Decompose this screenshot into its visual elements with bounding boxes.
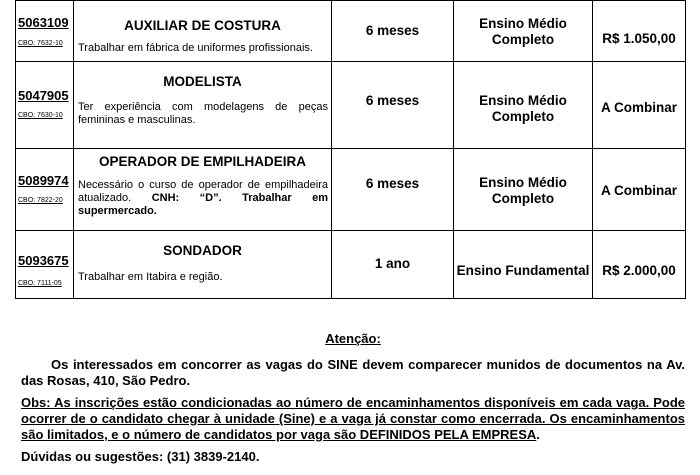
job-code: 5063109 [18, 15, 69, 30]
job-title-cell [74, 1, 332, 62]
table-row [16, 62, 686, 149]
job-salary-cell [593, 1, 686, 62]
job-education-cell [454, 62, 593, 149]
job-code-cell [16, 149, 74, 231]
job-education-cell [454, 231, 593, 299]
job-description: Necessário o curso de operador de empilhadeira atualizado. CNH: “D”. Trabalhar em supermercado. [78, 179, 328, 217]
job-description: Ter experiência com modelagens de peças femininas e masculinas. [78, 101, 328, 126]
job-title: SONDADOR [163, 243, 242, 258]
job-cbo: CBO: 7632-10 [18, 40, 63, 47]
notice-heading: Atenção: [325, 331, 381, 346]
job-code-cell [16, 62, 74, 149]
notice-section [21, 331, 685, 465]
notice-paragraph-address: Os interessados em concorrer as vagas do SINE devem comparecer munidos de documentos na Av. das Rosas, 410, São Pedro. [21, 357, 685, 388]
notice-paragraph-observation: Obs: As inscrições estão condicionadas ao número de encaminhamentos disponíveis em cada vaga. Pode ocorrer de o candidato chegar à unidade (Sine) e a vaga já constar como encerrada. Os encaminhamentos são limitados, e o número de candidatos por vaga são DEFINIDOS PELA EMPRESA. [21, 395, 685, 442]
job-education-cell [454, 149, 593, 231]
job-title: MODELISTA [163, 74, 242, 89]
table-row [16, 1, 686, 62]
job-title: OPERADOR DE EMPILHADEIRA [98, 154, 306, 169]
job-code: 5047905 [18, 88, 69, 103]
job-title-cell [74, 62, 332, 149]
job-salary: R$ 1.050,00 [602, 31, 676, 46]
job-duration: 6 meses [365, 23, 420, 38]
job-salary: A Combinar [600, 183, 677, 198]
job-code: 5089974 [18, 173, 69, 188]
job-duration-cell [332, 1, 454, 62]
job-title-cell [74, 231, 332, 299]
notice-contact: Dúvidas ou sugestões: (31) 3839-2140. [21, 449, 260, 464]
job-duration-cell [332, 62, 454, 149]
job-salary: A Combinar [600, 100, 677, 115]
job-description: Trabalhar em Itabira e região. [78, 271, 223, 283]
job-title: AUXILIAR DE COSTURA [124, 18, 281, 33]
job-cbo: CBO: 7630-10 [18, 112, 63, 119]
job-salary-cell [593, 149, 686, 231]
job-description: Trabalhar em fábrica de uniformes profissionais. [78, 42, 313, 54]
job-duration: 6 meses [365, 93, 420, 108]
job-education-cell [454, 1, 593, 62]
job-education: Ensino Médio Completo [479, 16, 567, 47]
jobs-table [15, 0, 686, 299]
job-title-cell [74, 149, 332, 231]
job-code-cell [16, 231, 74, 299]
job-education: Ensino Médio Completo [479, 93, 567, 124]
job-salary: R$ 2.000,00 [602, 263, 676, 278]
job-salary-cell [593, 62, 686, 149]
job-duration-cell [332, 149, 454, 231]
job-duration-cell [332, 231, 454, 299]
job-code: 5093675 [18, 253, 69, 268]
job-cbo: CBO: 7822-20 [18, 197, 63, 204]
job-salary-cell [593, 231, 686, 299]
job-duration: 6 meses [365, 176, 420, 191]
job-education: Ensino Fundamental [456, 263, 590, 278]
table-row [16, 149, 686, 231]
job-education: Ensino Médio Completo [479, 175, 567, 206]
table-row [16, 231, 686, 299]
job-duration: 1 ano [374, 256, 411, 271]
job-code-cell [16, 1, 74, 62]
job-cbo: CBO: 7111-05 [18, 280, 62, 287]
